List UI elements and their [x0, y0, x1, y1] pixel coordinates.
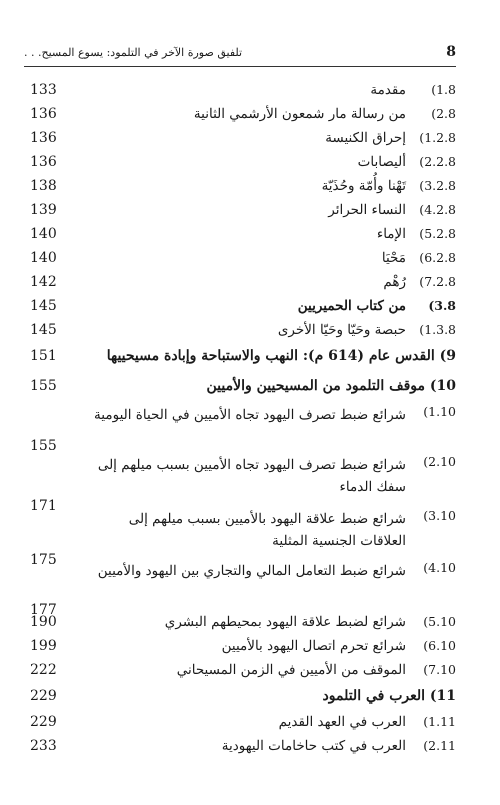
- toc-entry-title: شرائع ضبط علاقة اليهود بالأميين بسبب ميلهم إلى العلاقات الجنسية المثلية: [128, 511, 406, 549]
- toc-entry-title: حبصة وحَيّا وحَيّا الأخرى: [277, 322, 406, 338]
- toc-entry-page: 190: [30, 614, 57, 630]
- toc-entry-page: 177: [30, 602, 57, 618]
- toc-entry-title: 10) موقف التلمود من المسيحيين والأميين: [206, 378, 456, 394]
- toc-entry-page: 136: [30, 154, 57, 170]
- toc-entry-number: 2.8): [431, 106, 456, 121]
- toc-entry-number: 6.10): [423, 638, 456, 653]
- toc-entry-number: 6.2.8): [419, 250, 456, 265]
- toc-entry-page: 145: [30, 322, 57, 338]
- toc-entry-number: 2.2.8): [419, 154, 456, 169]
- toc-entry-title: شرائع ضبط التعامل المالي والتجاري بين اليهود والأميين: [97, 563, 406, 579]
- toc-entry-page: 133: [30, 82, 57, 98]
- toc-entry-title: النساء الحرائر: [328, 202, 406, 218]
- toc-entry-title: العرب في كتب حاخامات اليهودية: [221, 738, 406, 754]
- running-title: تلفيق صورة الآخر في التلمود: يسوع المسيح. . .: [24, 46, 243, 59]
- toc-entry-number: 5.2.8): [419, 226, 456, 241]
- toc-entry-page: 138: [30, 178, 57, 194]
- toc-entry-number: 1.10): [423, 404, 456, 419]
- toc-entry-page: 140: [30, 226, 57, 242]
- toc-entry-page: 175: [30, 552, 57, 568]
- toc-entry-page: 139: [30, 202, 57, 218]
- toc-entry-title: أليصابات: [357, 154, 406, 170]
- toc-entry-page: 136: [30, 130, 57, 146]
- toc-entry-page: 229: [30, 714, 57, 730]
- toc-entry-number: 7.10): [423, 662, 456, 677]
- toc-entry-title: شرائع لضبط علاقة اليهود بمحيطهم البشري: [164, 614, 406, 630]
- toc-entry-number: 1.8): [431, 82, 456, 97]
- toc-entry-number: 4.10): [423, 560, 456, 575]
- toc-entry-title: 9) القدس عام (614 م): النهب والاستباحة وإبادة مسيحييها: [106, 348, 456, 364]
- toc-entry-number: 7.2.8): [419, 274, 456, 289]
- page-number: 8: [446, 44, 456, 60]
- toc-entry-page: 145: [30, 298, 57, 314]
- toc-entry-page: 155: [30, 378, 57, 394]
- toc-entry-page: 151: [30, 348, 57, 364]
- toc-entry-page: 199: [30, 638, 57, 654]
- toc-entry-title: العرب في العهد القديم: [278, 714, 406, 730]
- toc-entry-title: شرائع ضبط تصرف اليهود تجاه الأميين بسبب ميلهم إلى سفك الدماء: [97, 457, 406, 495]
- toc-entry-title: الموقف من الأميين في الزمن المسيحاني: [176, 662, 406, 678]
- toc-entry-number: 3.2.8): [419, 178, 456, 193]
- toc-entry-number: 4.2.8): [419, 202, 456, 217]
- toc-entry-page: 142: [30, 274, 57, 290]
- toc-entry-page: 229: [30, 688, 57, 704]
- toc-entry-number: 1.11): [423, 714, 456, 729]
- toc-entry-number: 3.10): [423, 508, 456, 523]
- toc-entry-title: مَحْيَا: [381, 250, 406, 266]
- toc-entry-number: 2.10): [423, 454, 456, 469]
- toc-entry-title: الإماء: [376, 226, 406, 242]
- toc-entry-title: 11) العرب في التلمود: [322, 688, 456, 704]
- toc-entry-title: مقدمة: [370, 82, 406, 98]
- toc-entry-page: 171: [30, 498, 57, 514]
- toc-entry-page: 222: [30, 662, 57, 678]
- toc-entry-title: شرائع ضبط تصرف اليهود تجاه الأميين في الحياة اليومية: [94, 407, 406, 423]
- toc-entry-page: 136: [30, 106, 57, 122]
- toc-entry-title: من رسالة مار شمعون الأرشمي الثانية: [193, 106, 406, 122]
- toc-entry-title: تَهْنا وأُمّة وحُذَيّة: [321, 178, 406, 194]
- toc-entry-number: 3.8): [428, 298, 456, 313]
- toc-entry-number: 1.3.8): [419, 322, 456, 337]
- toc-entry-number: 1.2.8): [419, 130, 456, 145]
- toc-entry-page: 155: [30, 438, 57, 454]
- toc-entry-number: 5.10): [423, 614, 456, 629]
- toc-entry-number: 2.11): [423, 738, 456, 753]
- toc-entry-title: رُهْم: [383, 274, 406, 290]
- toc-entry-title: من كتاب الحميريين: [297, 298, 406, 314]
- toc-entry-page: 233: [30, 738, 57, 754]
- toc-entry-title: شرائع تحرم اتصال اليهود بالأميين: [221, 638, 406, 654]
- toc-entry-page: 140: [30, 250, 57, 266]
- toc-entry-title: إحراق الكنيسة: [325, 130, 406, 146]
- page-header: [24, 44, 456, 67]
